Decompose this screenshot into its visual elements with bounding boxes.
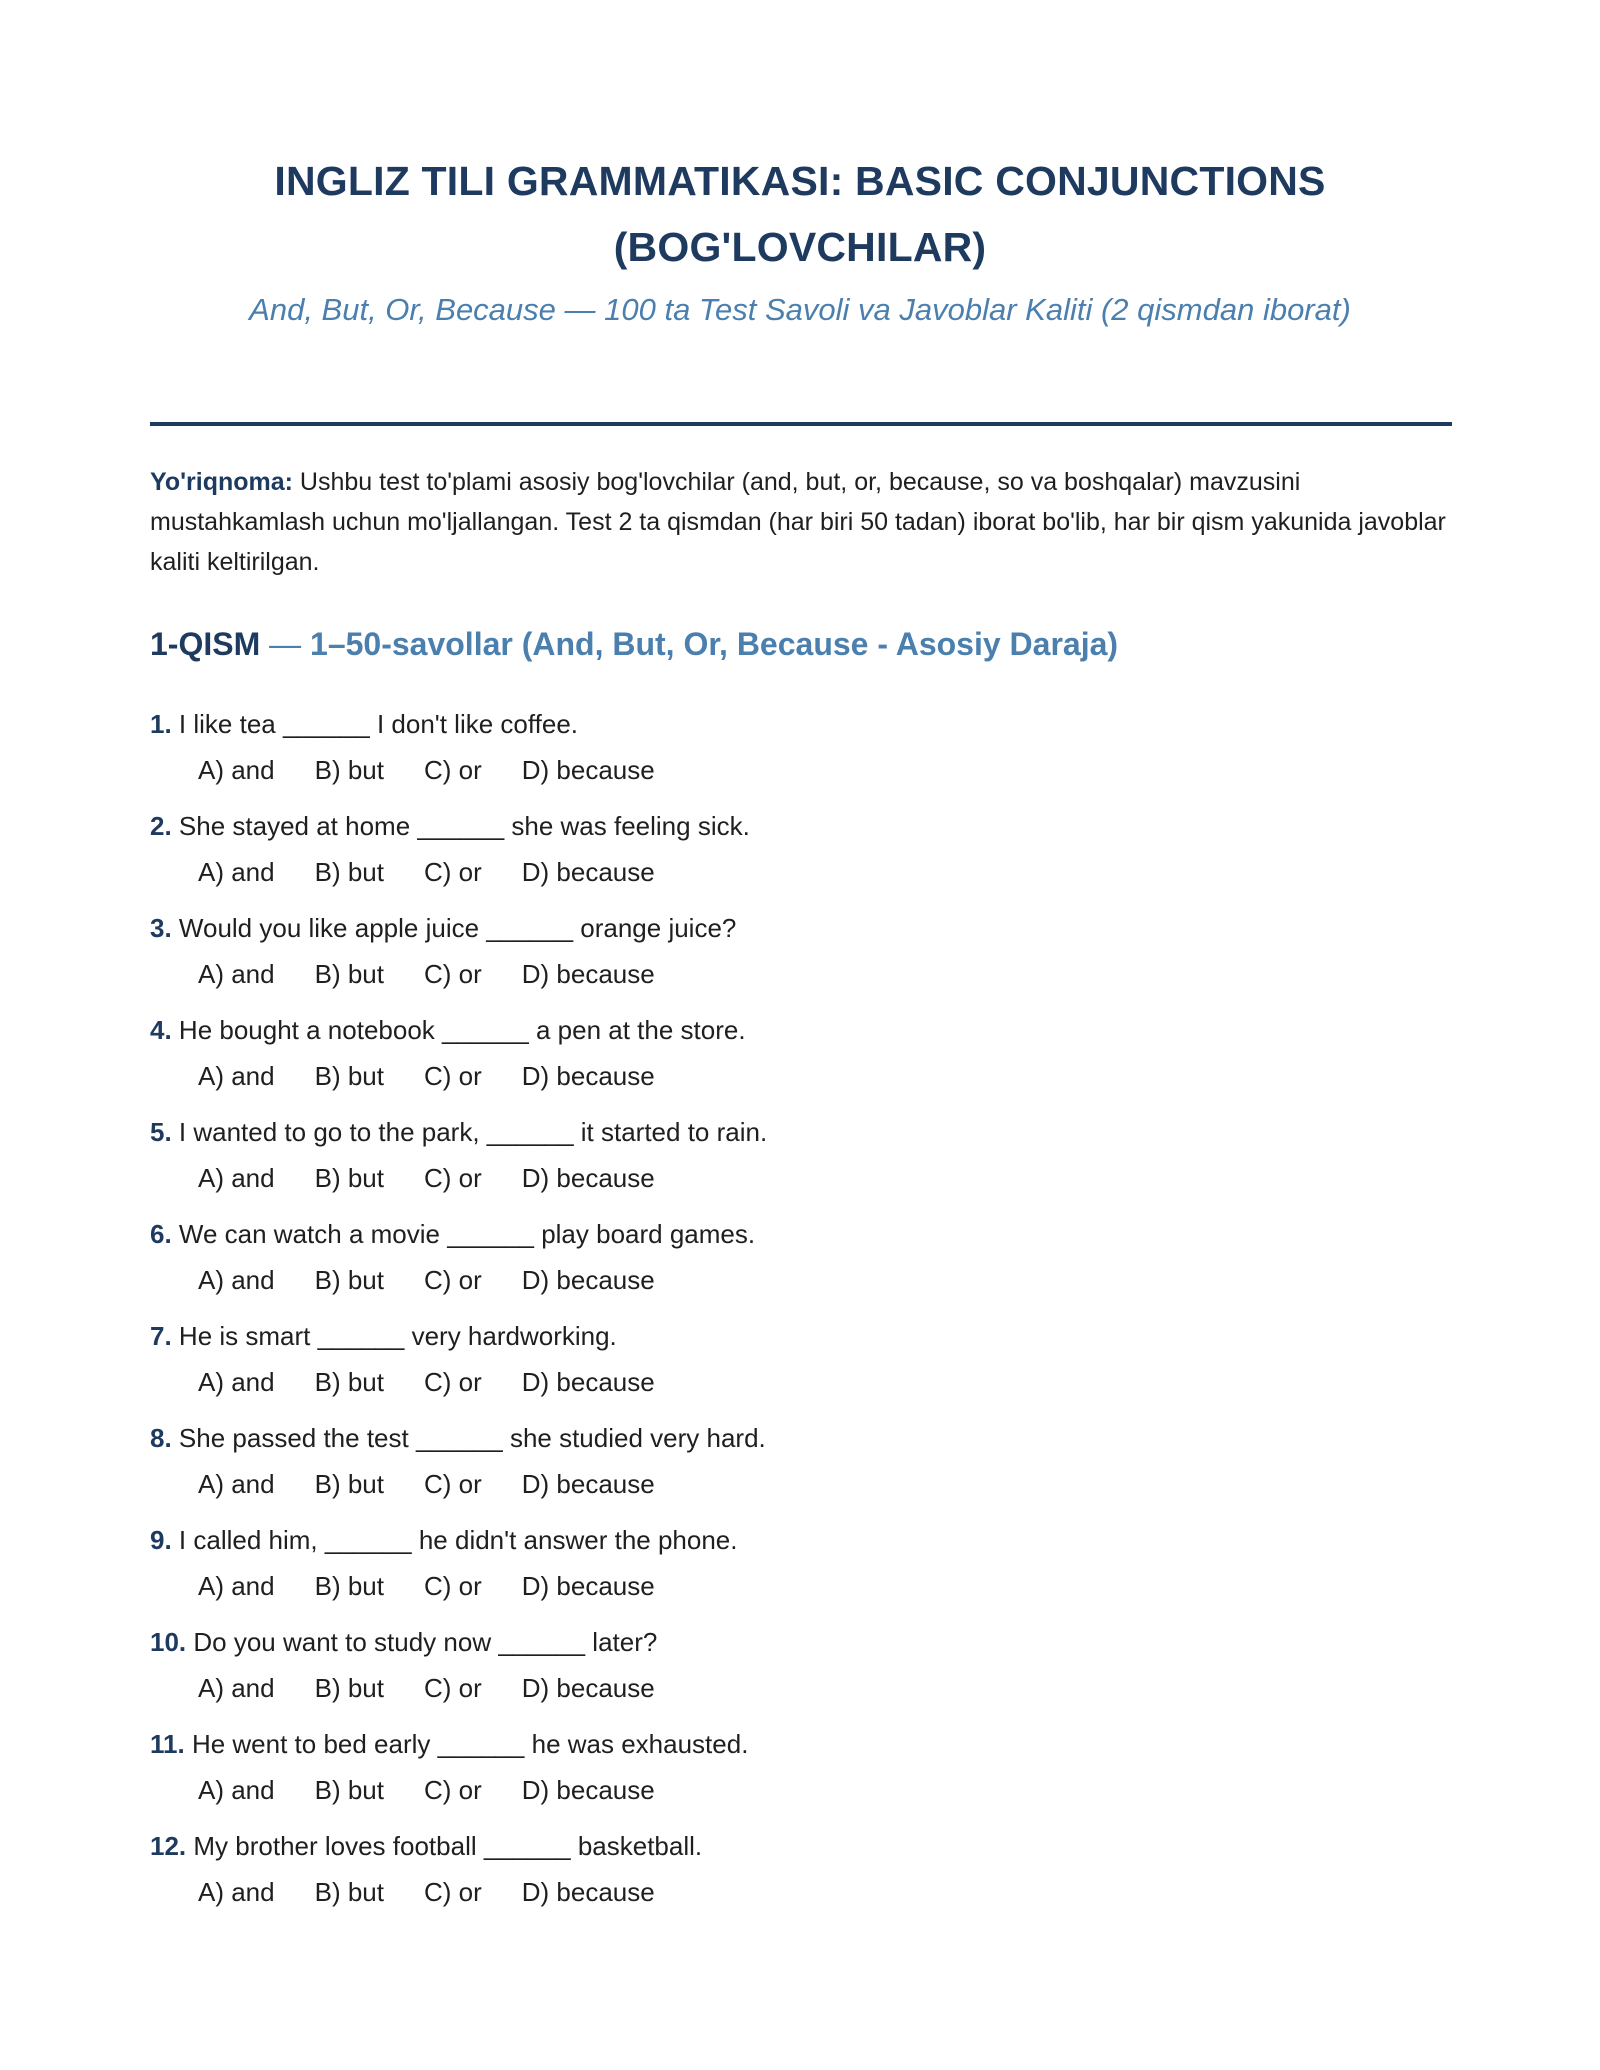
question-item	[150, 1215, 1450, 1317]
question-text: He is smart ______ very hardworking.	[171, 1321, 617, 1351]
option-d[interactable]: D) because	[521, 1775, 655, 1805]
question-stem	[150, 1317, 1450, 1355]
question-stem	[150, 1419, 1450, 1457]
answer-options	[198, 1159, 1450, 1197]
option-c[interactable]: C) or	[423, 1571, 482, 1601]
option-c[interactable]: C) or	[423, 1775, 482, 1805]
question-text: I called him, ______ he didn't answer the phone.	[171, 1525, 738, 1555]
option-d[interactable]: D) because	[521, 857, 655, 887]
option-d[interactable]: D) because	[521, 1061, 655, 1091]
question-item	[150, 1113, 1450, 1215]
option-b[interactable]: B) but	[314, 755, 384, 785]
option-a[interactable]: A) and	[198, 1163, 275, 1193]
question-item	[150, 1419, 1450, 1521]
answer-options	[198, 1771, 1450, 1809]
option-d[interactable]: D) because	[521, 1367, 655, 1397]
option-d[interactable]: D) because	[521, 1265, 655, 1295]
option-c[interactable]: C) or	[423, 1877, 482, 1907]
option-d[interactable]: D) because	[521, 1571, 655, 1601]
question-number: 7.	[150, 1321, 172, 1351]
question-number: 11.	[150, 1729, 185, 1759]
document-title	[150, 148, 1450, 280]
question-item	[150, 705, 1450, 807]
question-number: 1.	[150, 709, 172, 739]
option-a[interactable]: A) and	[198, 1775, 275, 1805]
question-item	[150, 909, 1450, 1011]
title-line-2: (BOG'LOVCHILAR)	[613, 224, 987, 270]
question-number: 8.	[150, 1423, 172, 1453]
answer-options	[198, 1669, 1450, 1707]
option-b[interactable]: B) but	[314, 1469, 384, 1499]
question-number: 9.	[150, 1525, 172, 1555]
question-stem	[150, 1011, 1450, 1049]
question-text: She stayed at home ______ she was feeling sick.	[171, 811, 750, 841]
option-a[interactable]: A) and	[198, 1061, 275, 1091]
option-b[interactable]: B) but	[314, 857, 384, 887]
question-number: 12.	[150, 1831, 187, 1861]
answer-options	[198, 853, 1450, 891]
option-c[interactable]: C) or	[423, 1673, 482, 1703]
option-a[interactable]: A) and	[198, 1367, 275, 1397]
question-stem	[150, 909, 1450, 947]
option-c[interactable]: C) or	[423, 959, 482, 989]
question-stem	[150, 1113, 1450, 1151]
header-divider	[150, 422, 1452, 426]
option-b[interactable]: B) but	[314, 1775, 384, 1805]
title-line-1: INGLIZ TILI GRAMMATIKASI: BASIC CONJUNCTIONS	[274, 158, 1326, 204]
question-stem	[150, 705, 1450, 743]
answer-options	[198, 1465, 1450, 1503]
section-dash: —	[260, 626, 311, 662]
section-heading	[150, 626, 1118, 663]
question-text: He went to bed early ______ he was exhausted.	[184, 1729, 749, 1759]
option-d[interactable]: D) because	[521, 1673, 655, 1703]
answer-options	[198, 1057, 1450, 1095]
question-text: He bought a notebook ______ a pen at the store.	[171, 1015, 746, 1045]
option-a[interactable]: A) and	[198, 1673, 275, 1703]
question-item	[150, 807, 1450, 909]
question-text: I like tea ______ I don't like coffee.	[171, 709, 579, 739]
question-text: Would you like apple juice ______ orange juice?	[171, 913, 737, 943]
question-stem	[150, 1521, 1450, 1559]
question-number: 3.	[150, 913, 172, 943]
question-item	[150, 1521, 1450, 1623]
option-b[interactable]: B) but	[314, 1673, 384, 1703]
answer-options	[198, 751, 1450, 789]
question-number: 2.	[150, 811, 172, 841]
option-b[interactable]: B) but	[314, 1265, 384, 1295]
option-a[interactable]: A) and	[198, 1469, 275, 1499]
question-item	[150, 1725, 1450, 1827]
question-number: 10.	[150, 1627, 187, 1657]
option-c[interactable]: C) or	[423, 1163, 482, 1193]
option-d[interactable]: D) because	[521, 1163, 655, 1193]
option-a[interactable]: A) and	[198, 1877, 275, 1907]
answer-options	[198, 1261, 1450, 1299]
question-item	[150, 1623, 1450, 1725]
question-text: She passed the test ______ she studied very hard.	[171, 1423, 766, 1453]
question-item	[150, 1011, 1450, 1113]
option-a[interactable]: A) and	[198, 1571, 275, 1601]
question-item	[150, 1317, 1450, 1419]
section-range: 1–50-savollar (And, But, Or, Because - Asosiy Daraja)	[310, 626, 1119, 662]
option-d[interactable]: D) because	[521, 959, 655, 989]
question-text: My brother loves football ______ basketball.	[186, 1831, 703, 1861]
question-item	[150, 1827, 1450, 1929]
answer-options	[198, 1567, 1450, 1605]
option-d[interactable]: D) because	[521, 755, 655, 785]
option-c[interactable]: C) or	[423, 1265, 482, 1295]
instructions-paragraph	[150, 462, 1450, 582]
option-a[interactable]: A) and	[198, 1265, 275, 1295]
option-a[interactable]: A) and	[198, 857, 275, 887]
option-b[interactable]: B) but	[314, 1877, 384, 1907]
question-number: 5.	[150, 1117, 172, 1147]
question-stem	[150, 1215, 1450, 1253]
question-stem	[150, 1725, 1450, 1763]
answer-options	[198, 955, 1450, 993]
question-stem	[150, 1623, 1450, 1661]
answer-options	[198, 1873, 1450, 1911]
question-list	[150, 705, 1450, 1929]
document-subtitle: And, But, Or, Because — 100 ta Test Savoli va Javoblar Kaliti (2 qismdan iborat)	[249, 292, 1351, 327]
answer-options	[198, 1363, 1450, 1401]
instructions-text: Ushbu test to'plami asosiy bog'lovchilar (and, but, or, because, so va boshqalar) mavzusini mustahkamlash uchun mo'ljallangan. Test 2 ta qismdan (har biri 50 tadan) iborat bo'lib, har bir qism yakunida javoblar kaliti keltirilgan.	[150, 468, 1446, 576]
option-b[interactable]: B) but	[314, 1163, 384, 1193]
option-c[interactable]: C) or	[423, 1469, 482, 1499]
option-c[interactable]: C) or	[423, 1367, 482, 1397]
option-c[interactable]: C) or	[423, 1061, 482, 1091]
question-text: Do you want to study now ______ later?	[186, 1627, 658, 1657]
option-b[interactable]: B) but	[314, 1061, 384, 1091]
question-stem	[150, 1827, 1450, 1865]
option-b[interactable]: B) but	[314, 1367, 384, 1397]
option-c[interactable]: C) or	[423, 755, 482, 785]
section-part: 1-QISM	[150, 626, 261, 662]
option-b[interactable]: B) but	[314, 1571, 384, 1601]
option-a[interactable]: A) and	[198, 755, 275, 785]
question-stem	[150, 807, 1450, 845]
option-a[interactable]: A) and	[198, 959, 275, 989]
question-text: We can watch a movie ______ play board games.	[171, 1219, 756, 1249]
question-text: I wanted to go to the park, ______ it started to rain.	[171, 1117, 768, 1147]
option-d[interactable]: D) because	[521, 1877, 655, 1907]
instructions-label: Yo'riqnoma:	[150, 468, 293, 496]
option-d[interactable]: D) because	[521, 1469, 655, 1499]
question-number: 6.	[150, 1219, 172, 1249]
question-number: 4.	[150, 1015, 172, 1045]
option-b[interactable]: B) but	[314, 959, 384, 989]
option-c[interactable]: C) or	[423, 857, 482, 887]
